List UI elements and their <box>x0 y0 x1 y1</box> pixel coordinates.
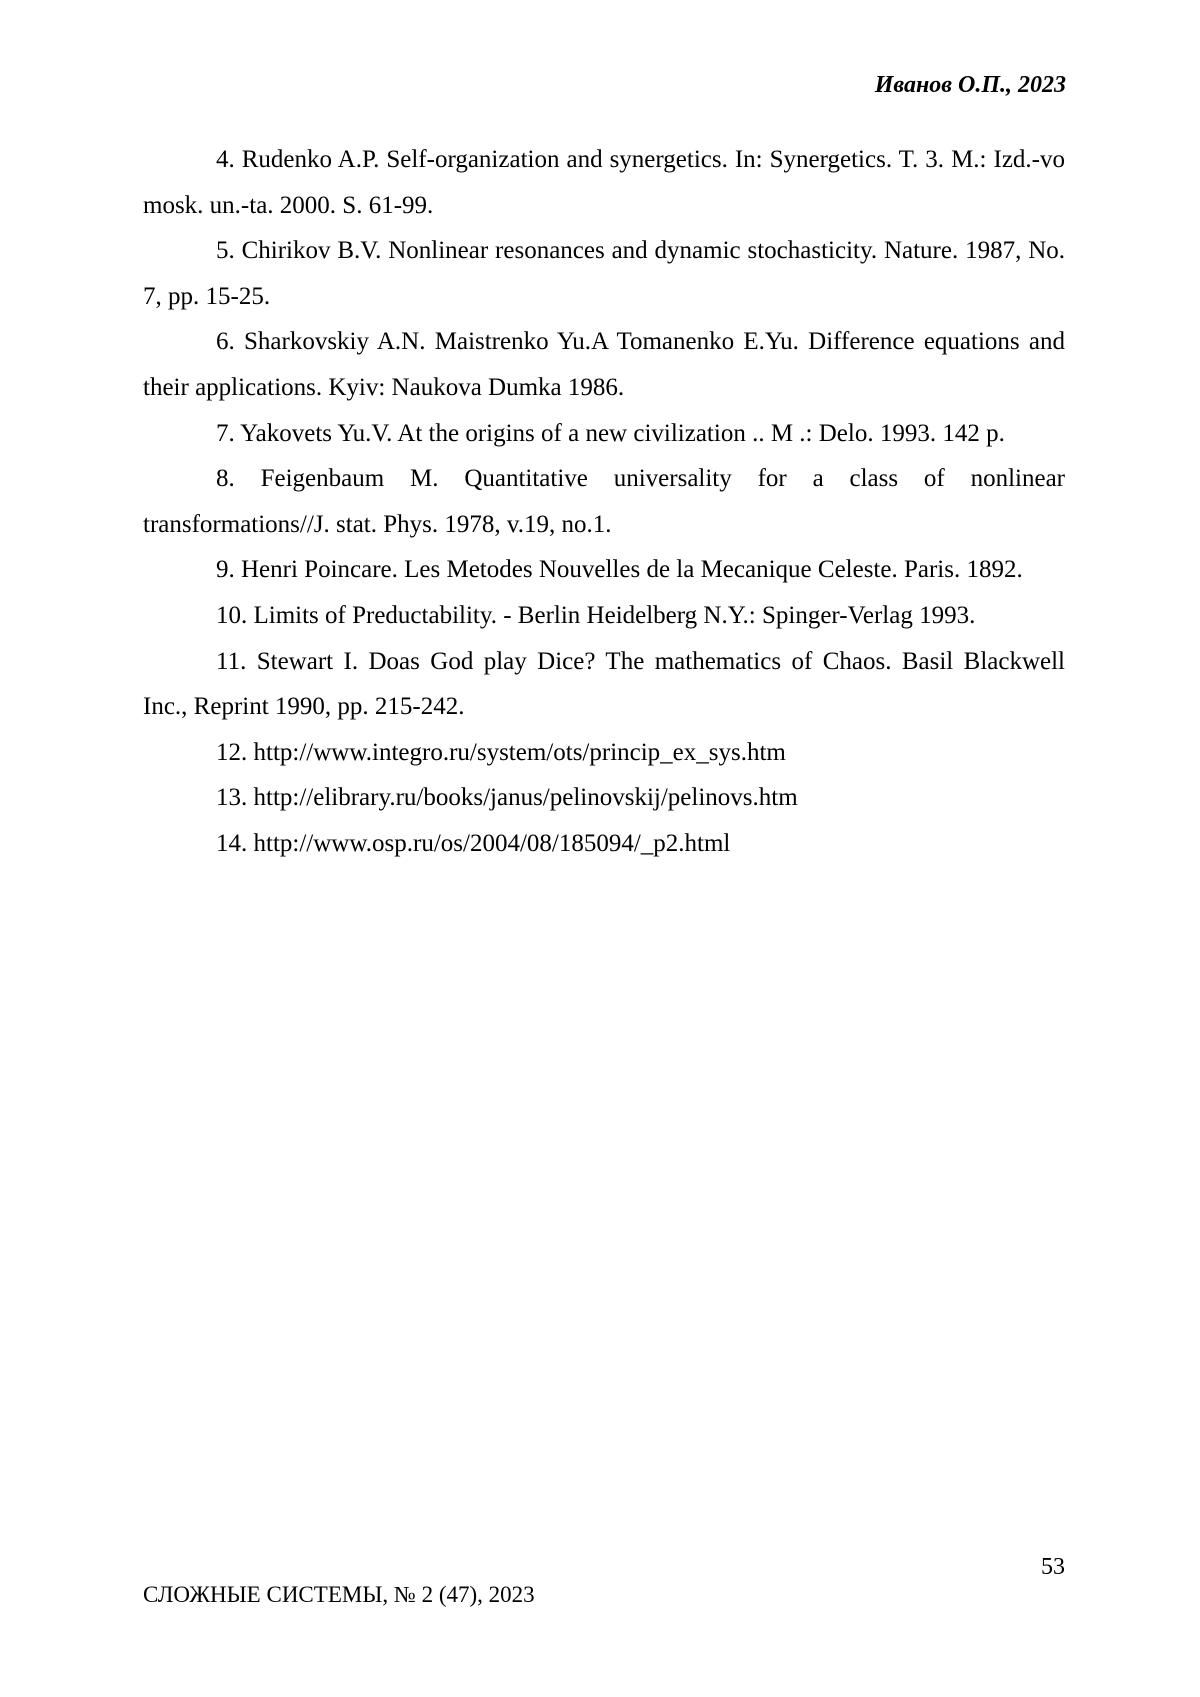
reference-item: 9. Henri Poincare. Les Metodes Nouvelles de la Mecanique Celeste. Paris. 1892. <box>143 547 1065 593</box>
reference-item-link[interactable]: 14. http://www.osp.ru/os/2004/08/185094/_p2.html <box>143 821 1065 867</box>
page-number: 53 <box>1041 1552 1065 1582</box>
reference-item: 11. Stewart I. Doas God play Dice? The mathematics of Chaos. Basil Blackwell Inc., Reprint 1990, pp. 215-242. <box>143 639 1065 730</box>
reference-list <box>143 137 1065 867</box>
reference-item: 10. Limits of Preductability. - Berlin Heidelberg N.Y.: Spinger-Verlag 1993. <box>143 593 1065 639</box>
document-page <box>0 0 1200 1697</box>
reference-item: 5. Chirikov B.V. Nonlinear resonances and dynamic stochasticity. Nature. 1987, No. 7, pp. 15-25. <box>143 228 1065 319</box>
journal-footer: СЛОЖНЫЕ СИСТЕМЫ, № 2 (47), 2023 <box>143 1580 535 1610</box>
reference-item: 8. Feigenbaum M. Quantitative universality for a class of nonlinear transformations//J. stat. Phys. 1978, v.19, no.1. <box>143 456 1065 547</box>
reference-item-link[interactable]: 13. http://elibrary.ru/books/janus/pelinovskij/pelinovs.htm <box>143 775 1065 821</box>
running-head: Иванов О.П., 2023 <box>875 70 1066 100</box>
reference-item: 6. Sharkovskiy A.N. Maistrenko Yu.A Tomanenko E.Yu. Difference equations and their applications. Kyiv: Naukova Dumka 1986. <box>143 319 1065 410</box>
reference-item-link[interactable]: 12. http://www.integro.ru/system/ots/princip_ex_sys.htm <box>143 730 1065 776</box>
reference-item: 7. Yakovets Yu.V. At the origins of a new civilization .. M .: Delo. 1993. 142 p. <box>143 411 1065 457</box>
reference-item: 4. Rudenko A.P. Self-organization and synergetics. In: Synergetics. T. 3. M.: Izd.-vo mosk. un.-ta. 2000. S. 61-99. <box>143 137 1065 228</box>
